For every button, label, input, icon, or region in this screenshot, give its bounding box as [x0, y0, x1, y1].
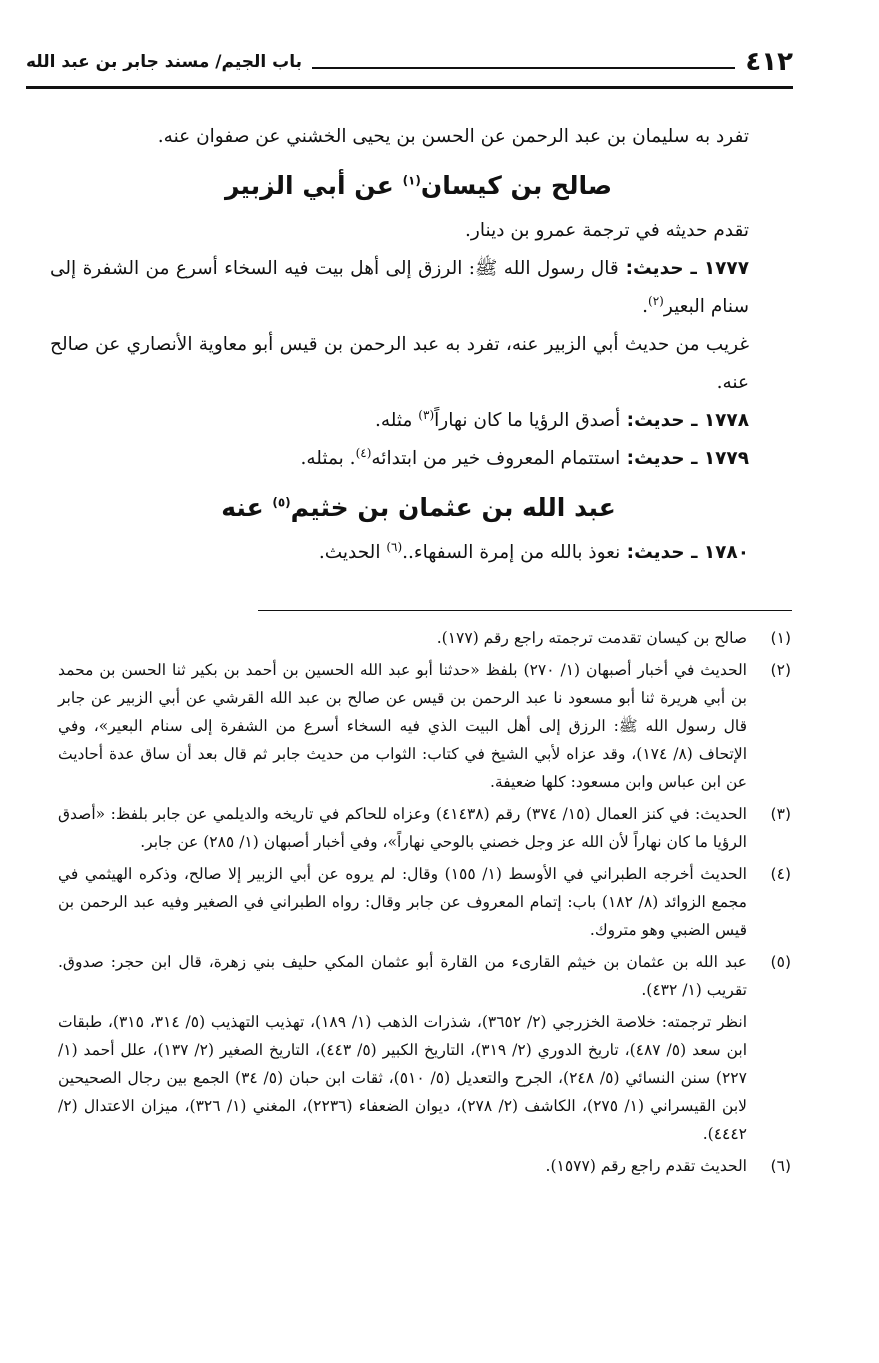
footnote: [58, 948, 791, 1004]
section-heading: [50, 484, 787, 532]
footnote-number: (٦): [770, 1157, 791, 1175]
header-dash-line: [312, 67, 735, 69]
footnote-ref: (٣): [418, 407, 435, 422]
hadith-number: ١٧٧٩: [703, 448, 749, 469]
footnote-text: الحديث تقدم راجع رقم (١٥٧٧).: [545, 1157, 747, 1175]
hadith-label: ـ حديث:: [620, 542, 704, 563]
running-header: [26, 42, 793, 82]
hadith-end: مثله.: [375, 410, 419, 431]
page-number: ٤١٢: [745, 47, 793, 77]
heading-text: عبد الله بن عثمان بن خثيم: [290, 493, 616, 522]
hadith-entry: [50, 440, 787, 478]
footnote: [58, 624, 791, 652]
footnote-ref: (١): [402, 173, 421, 188]
footnote-separator: [258, 610, 792, 611]
hadith-number: ١٧٧٨: [703, 410, 749, 431]
footnote: [58, 1152, 791, 1180]
footnote-text: الحديث: في كنز العمال (١٥/ ٣٧٤) رقم (٤١٤٣٨) وعزاه للحاكم في تاريخه والديلمي عن جابر بلفظ: «أصدق الرؤيا ما كان نهاراً لأن الله عز وجل خصني بالوحي نهاراً»، وفي أخبار أصبهان (١/ ٢٨٥) عن جابر.: [58, 805, 747, 851]
hadith-label: ـ حديث:: [620, 448, 704, 469]
header-rule: [26, 86, 793, 89]
footnote-text: عبد الله بن عثمان بن خيثم القارىء من القارة أبو عثمان المكي حليف بني زهرة، قال ابن حجر: صدوق. تقريب (١/ ٤٣٢).: [58, 953, 747, 999]
hadith-label: ـ حديث:: [618, 258, 704, 279]
footnote-number: (٢): [770, 661, 791, 679]
footnote-ref: (٦): [386, 539, 403, 554]
hadith-text: نعوذ بالله من إمرة السفهاء..: [402, 542, 621, 563]
hadith-number: ١٧٧٧: [703, 258, 749, 279]
hadith-text: قال رسول الله ﷺ: الرزق إلى أهل بيت فيه السخاء أسرع من الشفرة إلى سنام البعير: [50, 258, 749, 317]
paragraph: تفرد به سليمان بن عبد الرحمن عن الحسن بن يحيى الخشني عن صفوان عنه.: [157, 126, 749, 147]
footnote-number: (١): [770, 629, 791, 647]
footnote-text: صالح بن كيسان تقدمت ترجمته راجع رقم (١٧٧).: [436, 629, 747, 647]
hadith-end: .: [642, 296, 649, 317]
paragraph: تقدم حديثه في ترجمة عمرو بن دينار.: [465, 220, 749, 241]
hadith-text: أصدق الرؤيا ما كان نهاراً: [434, 410, 621, 431]
hadith-label: ـ حديث:: [620, 410, 704, 431]
footnote: [58, 860, 791, 944]
hadith-entry: [50, 534, 787, 572]
hadith-text: استتمام المعروف خير من ابتدائه: [371, 448, 621, 469]
heading-text: صالح بن كيسان: [420, 171, 613, 200]
footnote-ref: (٥): [272, 495, 291, 510]
footnote-text: الحديث في أخبار أصبهان (١/ ٢٧٠) بلفظ «حدثنا أبو عبد الله الحسين بن أحمد بن بكير ثنا الحسن بن محمد بن أبي هريرة ثنا أبو مسعود نا عبد الرحمن بن قيس عن صالح بن عبد الله القرشي عن أبي الزبير عن جابر قال رسول الله ﷺ: الرزق إلى أهل البيت الذي فيه السخاء أسرع من الشفرة إلى سنام البعير»، وفي الإتحاف (٨/ ١٧٤)، وقد عزاه لأبي الشيخ في كتاب: الثواب من حديث جابر ثم قال بعد أن ساق عدة أحاديث عن ابن عباس وابن مسعود: كلها ضعيفة.: [58, 661, 748, 791]
footnote-number: (٣): [770, 805, 791, 823]
hadith-end: الحديث.: [318, 542, 387, 563]
footnote: [58, 800, 791, 856]
footnotes: [58, 624, 791, 1184]
hadith-number: ١٧٨٠: [703, 542, 749, 563]
heading-text: عن أبي الزبير: [224, 171, 403, 200]
footnote-ref: (٤): [355, 445, 372, 460]
main-text: [50, 118, 787, 572]
hadith-entry: [50, 250, 787, 326]
footnote-number: (٤): [770, 865, 791, 883]
footnote-continuation: انظر ترجمته: خلاصة الخزرجي (٢/ ٣٦٥٢)، شذرات الذهب (١/ ١٨٩)، تهذيب التهذيب (٥/ ٣١٤، ٣١٥)، طبقات ابن سعد (٥/ ٤٨٧)، تاريخ الدوري (٢/ ٣١٩)، التاريخ الكبير (٥/ ٤٤٣)، التاريخ الصغير (٢/ ١٣٧)، علل أحمد (١/ ٢٢٧) سنن النسائي (٥/ ٢٤٨)، الجرح والتعديل (٥/ ٥١٠)، ثقات ابن حبان (٥/ ٣٤) الجمع بين رجال الصحيحين لابن القيسراني (١/ ٢٧٥)، الكاشف (٢/ ٢٧٨)، ديوان الضعفاء (٢٢٣٦)، المغني (١/ ٣٢٦)، ميزان الاعتدال (٢/ ٤٤٤٢).: [58, 1013, 748, 1143]
footnote-number: (٥): [770, 953, 791, 971]
section-heading: [50, 162, 787, 210]
hadith-entry: [50, 402, 787, 440]
running-title: باب الجيم/ مسند جابر بن عبد الله: [26, 52, 302, 72]
footnote: [58, 656, 791, 796]
paragraph: غريب من حديث أبي الزبير عنه، تفرد به عبد الرحمن بن قيس أبو معاوية الأنصاري عن صالح عنه.: [50, 334, 749, 393]
hadith-end: . بمثله.: [300, 448, 356, 469]
footnote-text: الحديث أخرجه الطبراني في الأوسط (١/ ١٥٥) وقال: لم يروه عن أبي الزبير إلا صالح، وذكره الهيثمي في مجمع الزوائد (٨/ ١٨٢) باب: إتمام المعروف عن جابر وقال: رواه الطبراني في الصغير وفيه عبد الرحمن بن قيس الضبي وهو متروك.: [58, 865, 747, 939]
footnote-ref: (٢): [648, 293, 664, 308]
heading-text: عنه: [221, 493, 273, 522]
